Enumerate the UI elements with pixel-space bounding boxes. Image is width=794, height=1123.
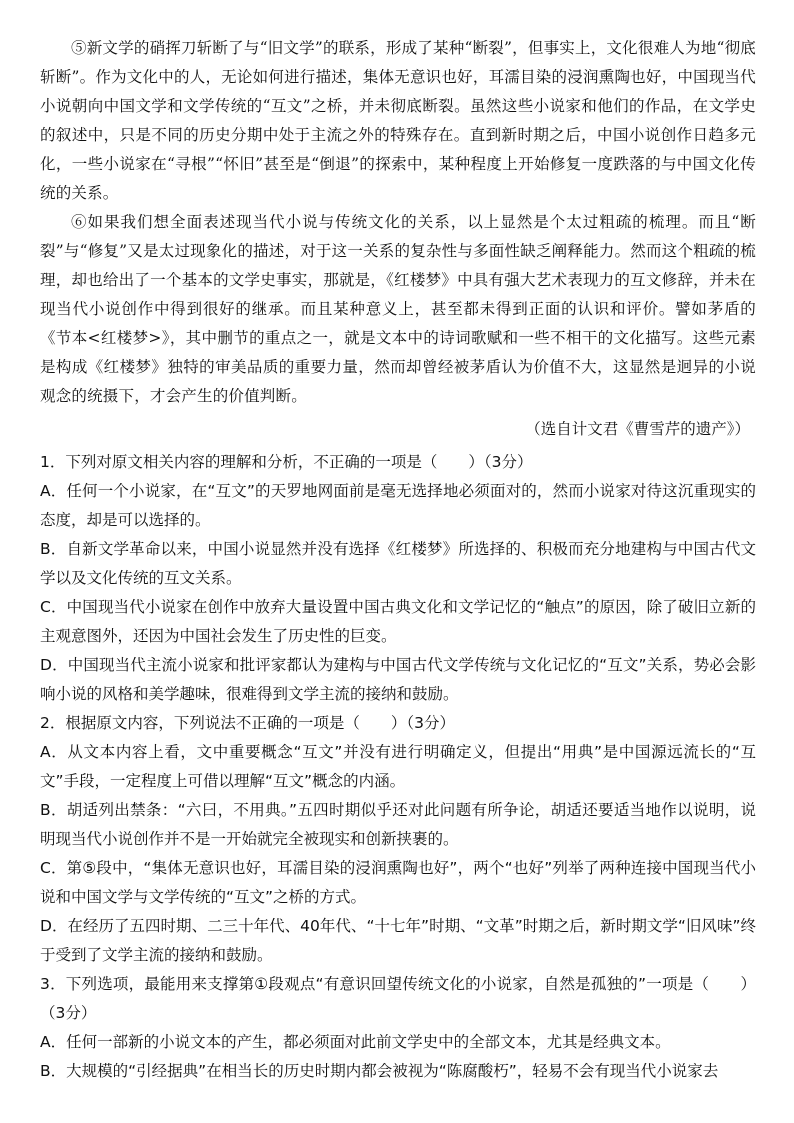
question-2 [40, 709, 756, 970]
paragraph-5: ⑤新文学的硝挥刀斩断了与“旧文学”的联系，形成了某种“断裂”，但事实上，文化很难人为地“彻底斩断”。作为文化中的人，无论如何进行描述，集体无意识也好，耳濡目染的浸润熏陶也好，中国现当代小说朝向中国文学和文学传统的“互文”之桥，并未彻底断裂。虽然这些小说家和他们的作品，在文学史的叙述中，只是不同的历史分期中处于主流之外的特殊存在。直到新时期之后，中国小说创作日趋多元化，一些小说家在“寻根”“怀旧”甚至是“倒退”的探索中，某种程度上开始修复一度跌落的与中国文化传统的关系。 [40, 39, 756, 202]
question-2-option-a: A．从文本内容上看，文中重要概念“互文”并没有进行明确定义，但提出“用典”是中国源远流长的“互文”手段，一定程度上可借以理解“互文”概念的内涵。 [40, 743, 756, 790]
question-1-stem: 1．下列对原文相关内容的理解和分析，不正确的一项是（ ）（3分） [40, 453, 533, 471]
question-3 [40, 970, 756, 1086]
question-1-option-b: B．自新文学革命以来，中国小说显然并没有选择《红楼梦》所选择的、积极而充分地建构与中国古代文学以及文化传统的互文关系。 [40, 540, 756, 587]
passage-source: （选自计文君《曹雪芹的遗产》） [525, 420, 750, 438]
question-3-stem: 3．下列选项，最能用来支撑第①段观点“有意识回望传统文化的小说家，自然是孤独的”一项是（ ）（3分） [40, 975, 756, 1022]
question-2-stem: 2．根据原文内容，下列说法不正确的一项是（ ）（3分） [40, 714, 455, 732]
question-2-option-b: B．胡适列出禁条：“六曰，不用典。”五四时期似乎还对此问题有所争论，胡适还要适当地作以说明，说明现当代小说创作并不是一开始就完全被现实和创新挟裹的。 [40, 801, 756, 848]
document-page [40, 34, 756, 1086]
paragraph-6: ⑥如果我们想全面表述现当代小说与传统文化的关系，以上显然是个太过粗疏的梳理。而且“断裂”与“修复”又是太过现象化的描述，对于这一关系的复杂性与多面性缺乏阐释能力。然而这个粗疏的梳理，却也给出了一个基本的文学史事实，那就是，《红楼梦》中具有强大艺术表现力的互文修辞，并未在现当代小说创作中得到很好的继承。而且某种意义上，甚至都未得到正面的认识和评价。譬如茅盾的《节本<红楼梦>》，其中删节的重点之一，就是文本中的诗词歌赋和一些不相干的文化描写。这些元素是构成《红楼梦》独特的审美品质的重要力量，然而却曾经被茅盾认为价值不大，这显然是迥异的小说观念的统摄下，才会产生的价值判断。 [40, 213, 756, 405]
question-1-option-c: C．中国现当代小说家在创作中放弃大量设置中国古典文化和文学记忆的“触点”的原因，除了破旧立新的主观意图外，还因为中国社会发生了历史性的巨变。 [40, 598, 756, 645]
question-3-option-b: B．大规模的“引经据典”在相当长的历史时期内都会被视为“陈腐酸朽”，轻易不会有现当代小说家去 [40, 1062, 719, 1080]
question-1 [40, 448, 756, 709]
question-list [40, 448, 756, 1086]
question-3-option-a: A．任何一部新的小说文本的产生，都必须面对此前文学史中的全部文本，尤其是经典文本。 [40, 1033, 671, 1051]
question-1-option-a: A．任何一个小说家，在“互文”的天罗地网面前是毫无选择地必须面对的，然而小说家对待这沉重现实的态度，却是可以选择的。 [40, 482, 756, 529]
reading-passage [40, 34, 756, 444]
question-2-option-d: D．在经历了五四时期、二三十年代、40年代、“十七年”时期、“文革”时期之后，新时期文学“旧风味”终于受到了文学主流的接纳和鼓励。 [40, 917, 756, 964]
question-1-option-d: D．中国现当代主流小说家和批评家都认为建构与中国古代文学传统与文化记忆的“互文”关系，势必会影响小说的风格和美学趣味，很难得到文学主流的接纳和鼓励。 [40, 656, 756, 703]
question-2-option-c: C．第⑤段中，“集体无意识也好，耳濡目染的浸润熏陶也好”，两个“也好”列举了两种连接中国现当代小说和中国文学与文学传统的“互文”之桥的方式。 [40, 859, 756, 906]
